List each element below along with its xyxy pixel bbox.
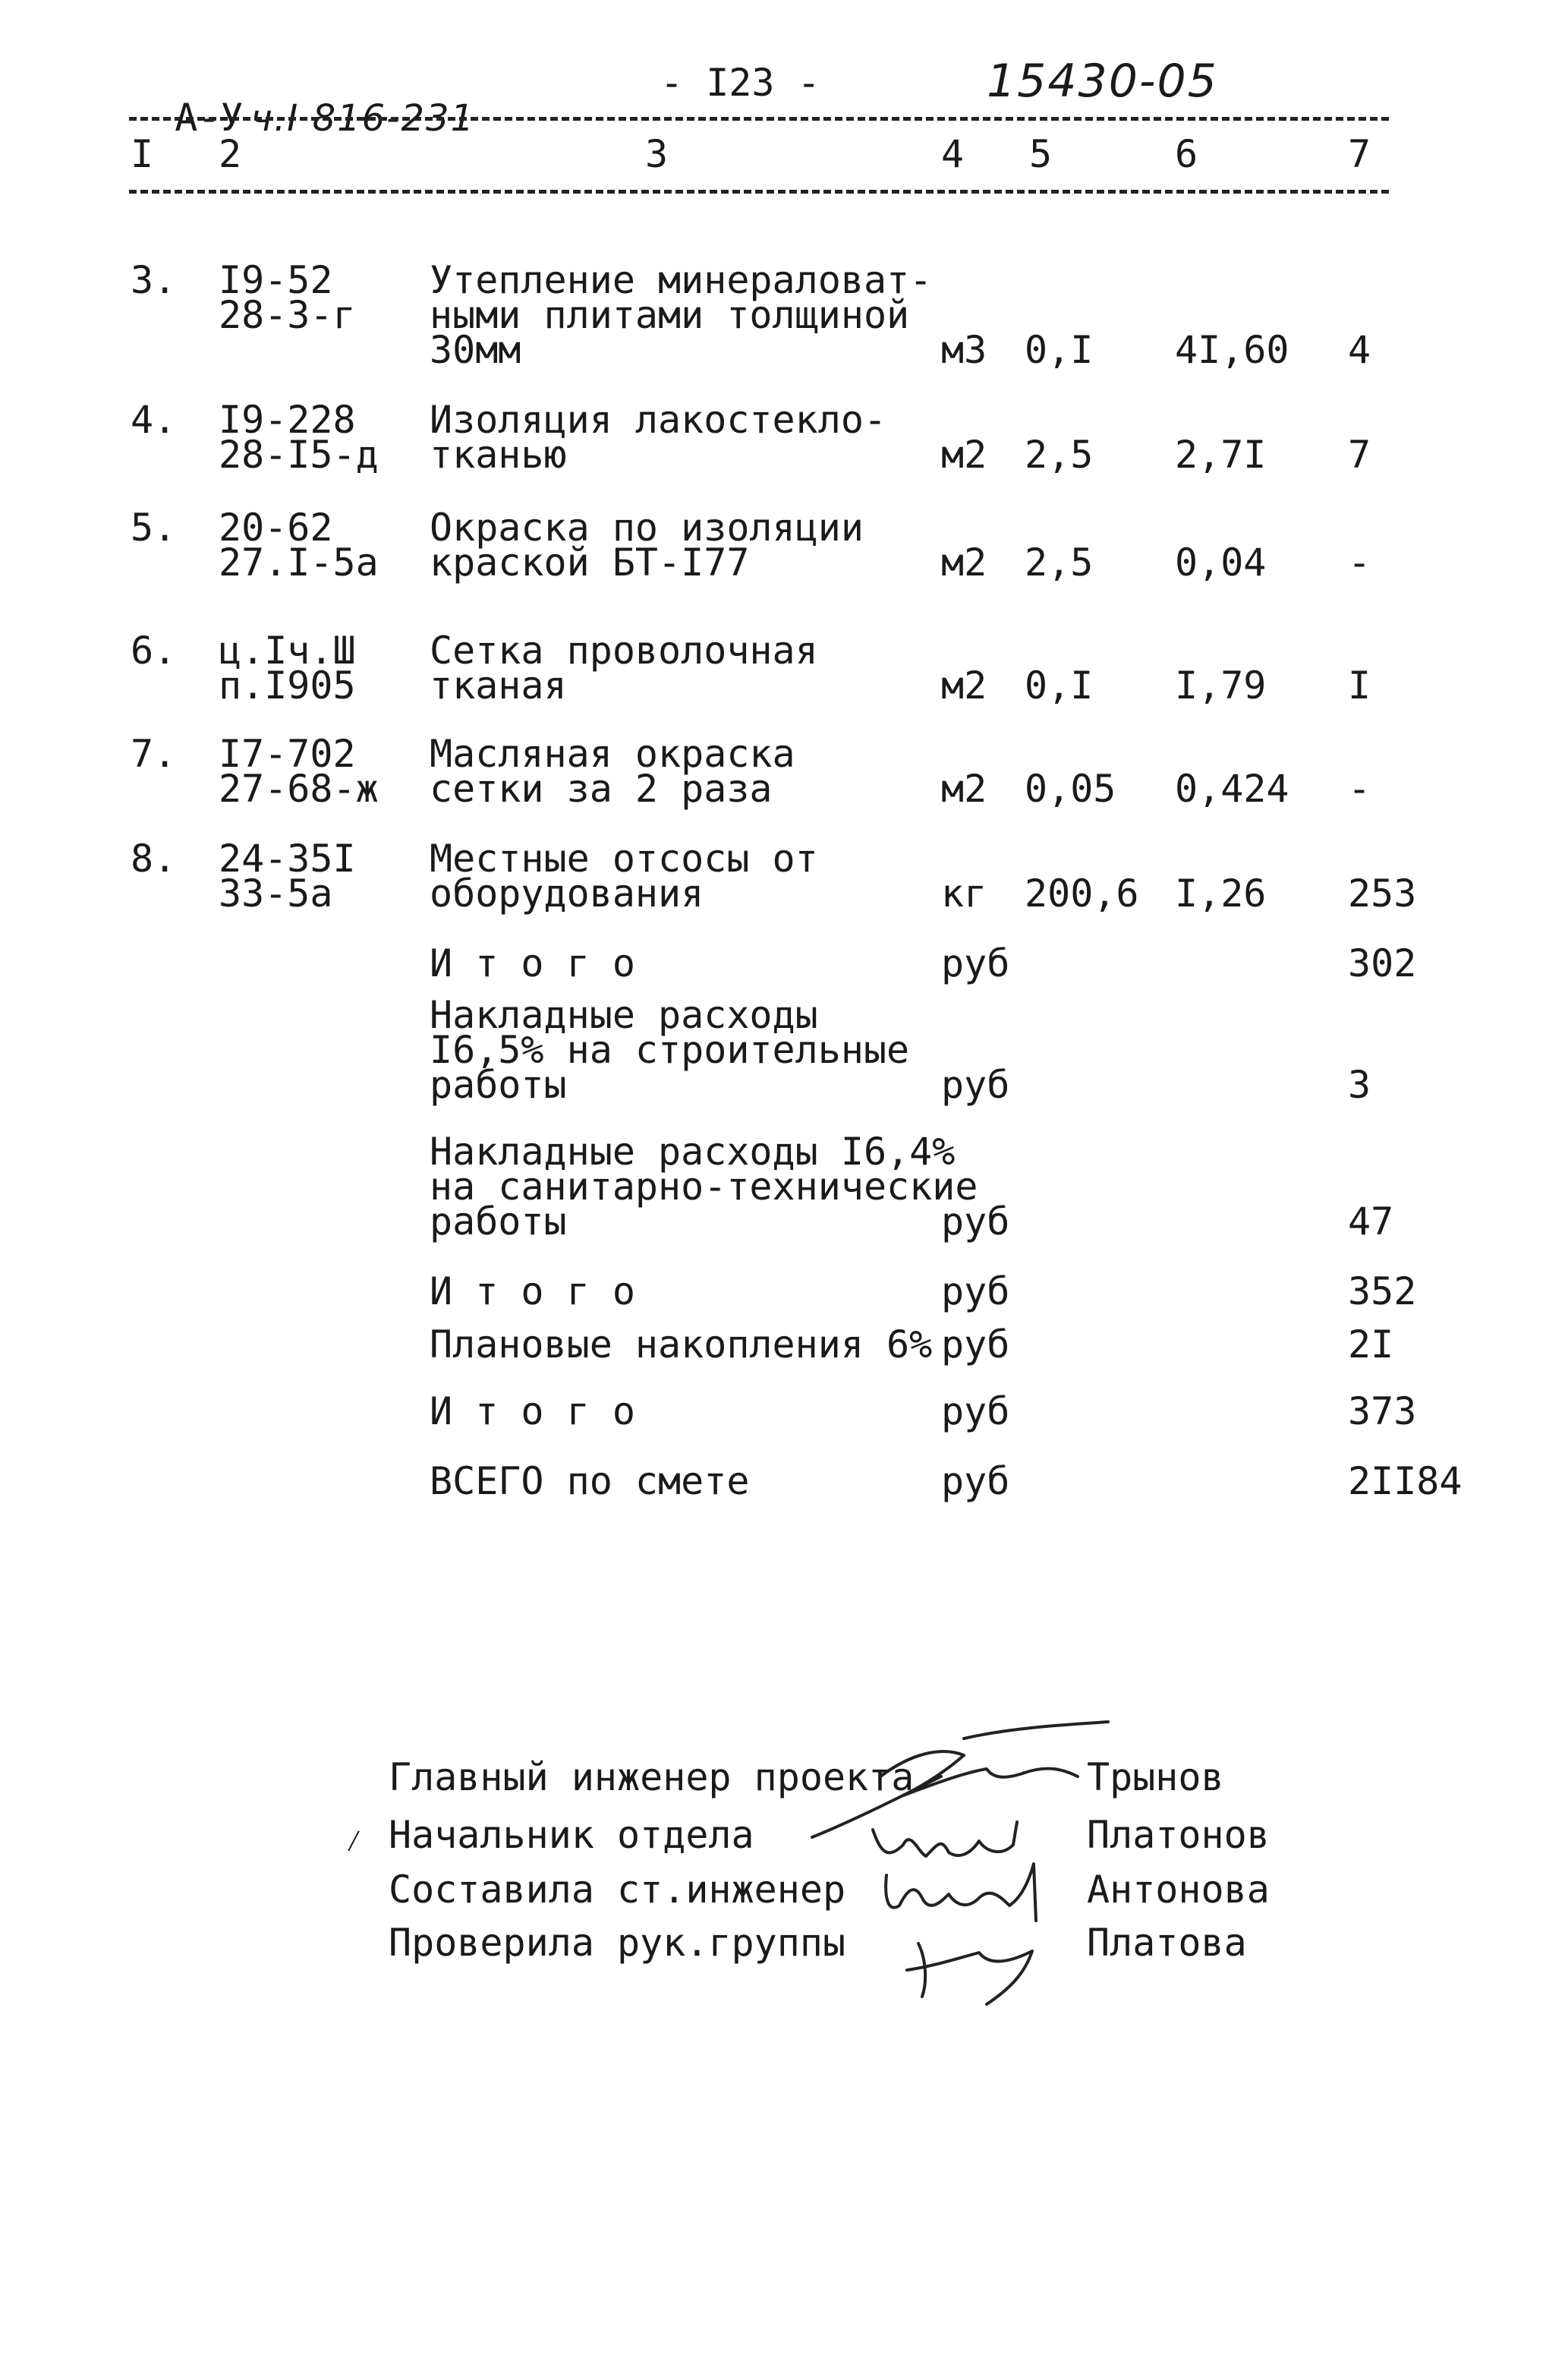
header-rule-bottom — [129, 190, 1389, 194]
row-total: - — [1348, 767, 1371, 811]
row-qty: 2,5 — [1025, 541, 1094, 585]
row-unit: м2 — [941, 541, 987, 585]
row-number: 5. — [131, 506, 177, 550]
summary-unit: руб — [941, 1459, 1010, 1503]
doc-ref-printed: А-У — [175, 96, 244, 140]
row-qty: 0,I — [1025, 328, 1094, 372]
signature-role: Главный инженер проекта — [389, 1755, 915, 1799]
summary-label: работы — [430, 1200, 567, 1244]
row-code: 27-68-ж — [219, 767, 379, 811]
row-desc: оборудования — [430, 872, 704, 916]
row-price: 0,424 — [1175, 767, 1289, 811]
row-desc: краской БТ-I77 — [430, 541, 750, 585]
signature-mark-platova — [907, 1944, 1032, 2004]
row-desc: сетки за 2 раза — [430, 767, 773, 811]
row-total: 7 — [1348, 433, 1371, 477]
row-code: I9-52 — [219, 258, 333, 302]
signature-name: Антонова — [1087, 1868, 1270, 1912]
summary-label: Накладные расходы — [430, 993, 818, 1037]
row-unit: м2 — [941, 767, 987, 811]
row-desc: Масляная окраска — [430, 732, 795, 776]
row-number: 8. — [131, 837, 177, 881]
summary-unit: руб — [941, 1063, 1010, 1107]
row-total: I — [1348, 664, 1371, 708]
row-number: 4. — [131, 398, 177, 442]
row-desc: Местные отсосы от — [430, 837, 818, 881]
row-code: 28-I5-д — [219, 433, 379, 477]
summary-label: И т о г о — [430, 941, 635, 985]
row-desc: Сетка проволочная — [430, 629, 818, 673]
approval-tick-mark: ⁄ — [345, 1824, 364, 1858]
summary-label: работы — [430, 1063, 567, 1107]
row-total: 253 — [1348, 872, 1417, 916]
signature-role: Составила ст.инженер — [389, 1868, 846, 1912]
summary-label: И т о г о — [430, 1389, 635, 1433]
col-2: 2 — [219, 132, 242, 176]
summary-label: И т о г о — [430, 1269, 635, 1313]
row-qty: 2,5 — [1025, 433, 1094, 477]
summary-unit: руб — [941, 941, 1010, 985]
row-qty: 0,I — [1025, 664, 1094, 708]
summary-label: Накладные расходы I6,4% — [430, 1130, 956, 1174]
summary-unit: руб — [941, 1200, 1010, 1244]
col-7: 7 — [1348, 132, 1371, 176]
summary-total: 2I — [1348, 1322, 1394, 1367]
header-rule-top — [129, 117, 1389, 121]
row-total: - — [1348, 541, 1371, 585]
row-price: I,26 — [1175, 872, 1267, 916]
summary-unit: руб — [941, 1269, 1010, 1313]
summary-total: 373 — [1348, 1389, 1417, 1433]
row-total: 4 — [1348, 328, 1371, 372]
summary-label: на санитарно-технические — [430, 1165, 978, 1209]
summary-total: 3 — [1348, 1063, 1371, 1107]
summary-unit: руб — [941, 1389, 1010, 1433]
row-desc: тканая — [430, 664, 567, 708]
row-price: 4I,60 — [1175, 328, 1289, 372]
row-unit: м2 — [941, 433, 987, 477]
summary-total: 2II84 — [1348, 1459, 1463, 1503]
signature-mark-trynov — [964, 1722, 1108, 1739]
row-number: 6. — [131, 629, 177, 673]
row-code: I7-702 — [219, 732, 356, 776]
signature-name: Платова — [1087, 1921, 1247, 1965]
row-code: п.I905 — [219, 664, 356, 708]
row-price: 2,7I — [1175, 433, 1267, 477]
row-code: 33-5а — [219, 872, 333, 916]
page-number: - I23 - — [660, 61, 820, 105]
row-desc: ными плитами толщиной — [430, 293, 910, 337]
row-code: ц.Iч.Ш — [219, 629, 356, 673]
signature-role: Проверила рук.группы — [389, 1921, 846, 1965]
summary-label: ВСЕГО по смете — [430, 1459, 750, 1503]
doc-ref-handwritten: ч.І 816-231 — [250, 97, 476, 140]
row-code: 20-62 — [219, 506, 333, 550]
signature-role: Начальник отдела — [389, 1813, 754, 1857]
row-qty: 200,6 — [1025, 872, 1139, 916]
col-1: I — [131, 132, 154, 176]
row-desc: 30мм — [430, 328, 521, 372]
row-unit: кг — [941, 872, 987, 916]
row-desc: Утепление минераловат- — [430, 258, 933, 302]
row-number: 7. — [131, 732, 177, 776]
doc-ref — [129, 65, 476, 140]
signature-mark-antonova — [886, 1864, 1036, 1921]
summary-label: I6,5% на строительные — [430, 1028, 910, 1072]
summary-total: 352 — [1348, 1269, 1417, 1313]
signature-name: Трынов — [1087, 1755, 1224, 1799]
row-code: 27.I-5а — [219, 541, 379, 585]
summary-total: 47 — [1348, 1200, 1394, 1244]
col-6: 6 — [1175, 132, 1198, 176]
row-number: 3. — [131, 258, 177, 302]
col-4: 4 — [941, 132, 965, 176]
row-price: 0,04 — [1175, 541, 1267, 585]
summary-label: Плановые накопления 6% — [430, 1322, 933, 1367]
row-desc: Окраска по изоляции — [430, 506, 864, 550]
doc-code: 15430-05 — [987, 55, 1218, 108]
row-desc: тканью — [430, 433, 567, 477]
signature-name: Платонов — [1087, 1813, 1270, 1857]
col-3: 3 — [645, 132, 669, 176]
summary-unit: руб — [941, 1322, 1010, 1367]
row-price: I,79 — [1175, 664, 1267, 708]
col-5: 5 — [1029, 132, 1053, 176]
row-desc: Изоляция лакостекло- — [430, 398, 887, 442]
row-code: 28-3-г — [219, 293, 356, 337]
row-code: 24-35I — [219, 837, 356, 881]
row-code: I9-228 — [219, 398, 356, 442]
row-qty: 0,05 — [1025, 767, 1116, 811]
signature-mark-platonov — [873, 1822, 1017, 1856]
summary-total: 302 — [1348, 941, 1417, 985]
row-unit: м2 — [941, 664, 987, 708]
row-unit: м3 — [941, 328, 987, 372]
